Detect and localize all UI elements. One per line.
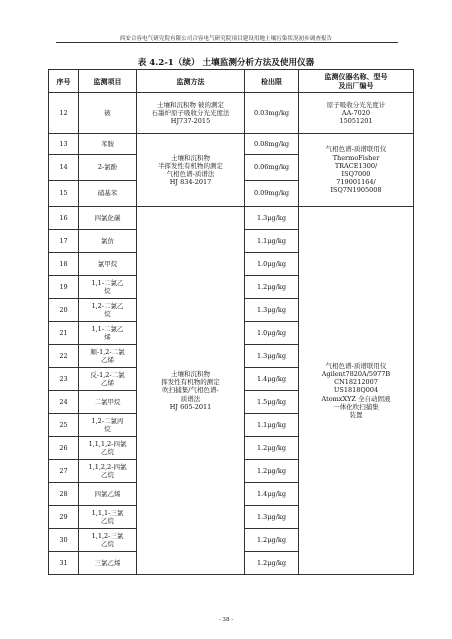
row-item: 反-1,2-二氯 乙烯: [79, 368, 137, 391]
row-limit: 1.1μg/kg: [245, 414, 299, 437]
row-limit: 1.3μg/kg: [245, 345, 299, 368]
row-item: 铍: [79, 93, 137, 134]
monitoring-methods-table: [48, 69, 414, 575]
row-no: 28: [49, 483, 79, 506]
row-item: 1,1,1-三氯 乙烷: [79, 506, 137, 529]
row-no: 30: [49, 529, 79, 552]
row-no: 18: [49, 253, 79, 276]
header-no: 序号: [49, 70, 79, 93]
row-limit: 1.2μg/kg: [245, 276, 299, 299]
row-no: 12: [49, 93, 79, 134]
row-item: 1,1,2-三氯 乙烷: [79, 529, 137, 552]
row-no: 26: [49, 437, 79, 460]
instrument-voc: 气相色谱-质谱联用仪 Agilent7820A/5977B CN18212007 US1818Q004 AtomxXYZ 全自动固液 一体化吹扫捕集 装置: [299, 207, 414, 575]
row-no: 27: [49, 460, 79, 483]
row-item: 氯仿: [79, 230, 137, 253]
instrument-svoc: 气相色谱-质谱联用仪 ThermoFisher TRACE1300/ ISQ7000 719001164/ ISQ7N1905008: [299, 134, 414, 207]
row-no: 22: [49, 345, 79, 368]
row-item: 硝基苯: [79, 181, 137, 207]
row-limit: 1.0μg/kg: [245, 253, 299, 276]
table-row: [49, 207, 414, 230]
row-limit: 1.2μg/kg: [245, 460, 299, 483]
row-limit: 1.5μg/kg: [245, 391, 299, 414]
row-item: 二氯甲烷: [79, 391, 137, 414]
row-limit: 1.2μg/kg: [245, 529, 299, 552]
header-item: 监测项目: [79, 70, 137, 93]
row-item: 四氯乙烯: [79, 483, 137, 506]
row-no: 20: [49, 299, 79, 322]
row-limit: 0.08mg/kg: [245, 134, 299, 155]
header-limit: 检出限: [245, 70, 299, 93]
row-item: 1,1-二氯乙 烯: [79, 322, 137, 345]
row-no: 13: [49, 134, 79, 155]
row-limit: 0.06mg/kg: [245, 155, 299, 181]
row-limit: 1.3μg/kg: [245, 299, 299, 322]
method-voc: 土壤和沉积物 挥发性有机物的测定 吹扫捕集/气相色谱- 质谱法 HJ 605-2011: [137, 207, 245, 575]
row-limit: 0.03mg/kg: [245, 93, 299, 134]
row-no: 14: [49, 155, 79, 181]
row-limit: 1.4μg/kg: [245, 483, 299, 506]
page-number: - 38 -: [218, 617, 234, 623]
row-no: 19: [49, 276, 79, 299]
row-item: 三氯乙烯: [79, 552, 137, 575]
header-method: 监测方法: [137, 70, 245, 93]
row-item: 2-氯酚: [79, 155, 137, 181]
table-header-row: [49, 70, 414, 93]
row-item: 氯甲烷: [79, 253, 137, 276]
row-no: 23: [49, 368, 79, 391]
row-item: 1,2-二氯丙 烷: [79, 414, 137, 437]
method-svoc: 土壤和沉积物 半挥发性有机物的测定 气相色谱-质谱法 HJ 834-2017: [137, 134, 245, 207]
header-divider: [56, 42, 398, 43]
row-limit: 1.3μg/kg: [245, 207, 299, 230]
report-header: 西安合容电气研究院有限公司合容电气研究院项目建设用地土壤污染状况初步调查报告: [119, 36, 333, 42]
row-limit: 1.0μg/kg: [245, 322, 299, 345]
row-limit: 1.1μg/kg: [245, 230, 299, 253]
table-title: 表 4.2-1（续） 土壤监测分析方法及使用仪器: [137, 58, 315, 68]
table-row: [49, 134, 414, 155]
row-limit: 1.2μg/kg: [245, 437, 299, 460]
row-item: 1,2-二氯乙 烷: [79, 299, 137, 322]
table-row: [49, 93, 414, 134]
instrument-beryllium: 原子吸收分光光度计 AA-7020 15051201: [299, 93, 414, 134]
row-limit: 1.4μg/kg: [245, 368, 299, 391]
row-no: 21: [49, 322, 79, 345]
row-no: 31: [49, 552, 79, 575]
method-beryllium: 土壤和沉积物 铍的测定 石墨炉原子吸收分光光度法 HJ737-2015: [137, 93, 245, 134]
row-item: 四氯化碳: [79, 207, 137, 230]
row-item: 1,1-二氯乙 烷: [79, 276, 137, 299]
row-limit: 1.3μg/kg: [245, 506, 299, 529]
row-no: 15: [49, 181, 79, 207]
row-item: 顺-1,2-二氯 乙烯: [79, 345, 137, 368]
row-no: 17: [49, 230, 79, 253]
header-instrument: 监测仪器名称、型号 及出厂编号: [299, 70, 414, 93]
row-limit: 1.2μg/kg: [245, 552, 299, 575]
row-item: 1,1,2,2-四氯 乙烷: [79, 460, 137, 483]
row-no: 24: [49, 391, 79, 414]
row-item: 苯胺: [79, 134, 137, 155]
row-no: 16: [49, 207, 79, 230]
row-limit: 0.09mg/kg: [245, 181, 299, 207]
row-item: 1,1,1,2-四氯 乙烷: [79, 437, 137, 460]
row-no: 25: [49, 414, 79, 437]
row-no: 29: [49, 506, 79, 529]
